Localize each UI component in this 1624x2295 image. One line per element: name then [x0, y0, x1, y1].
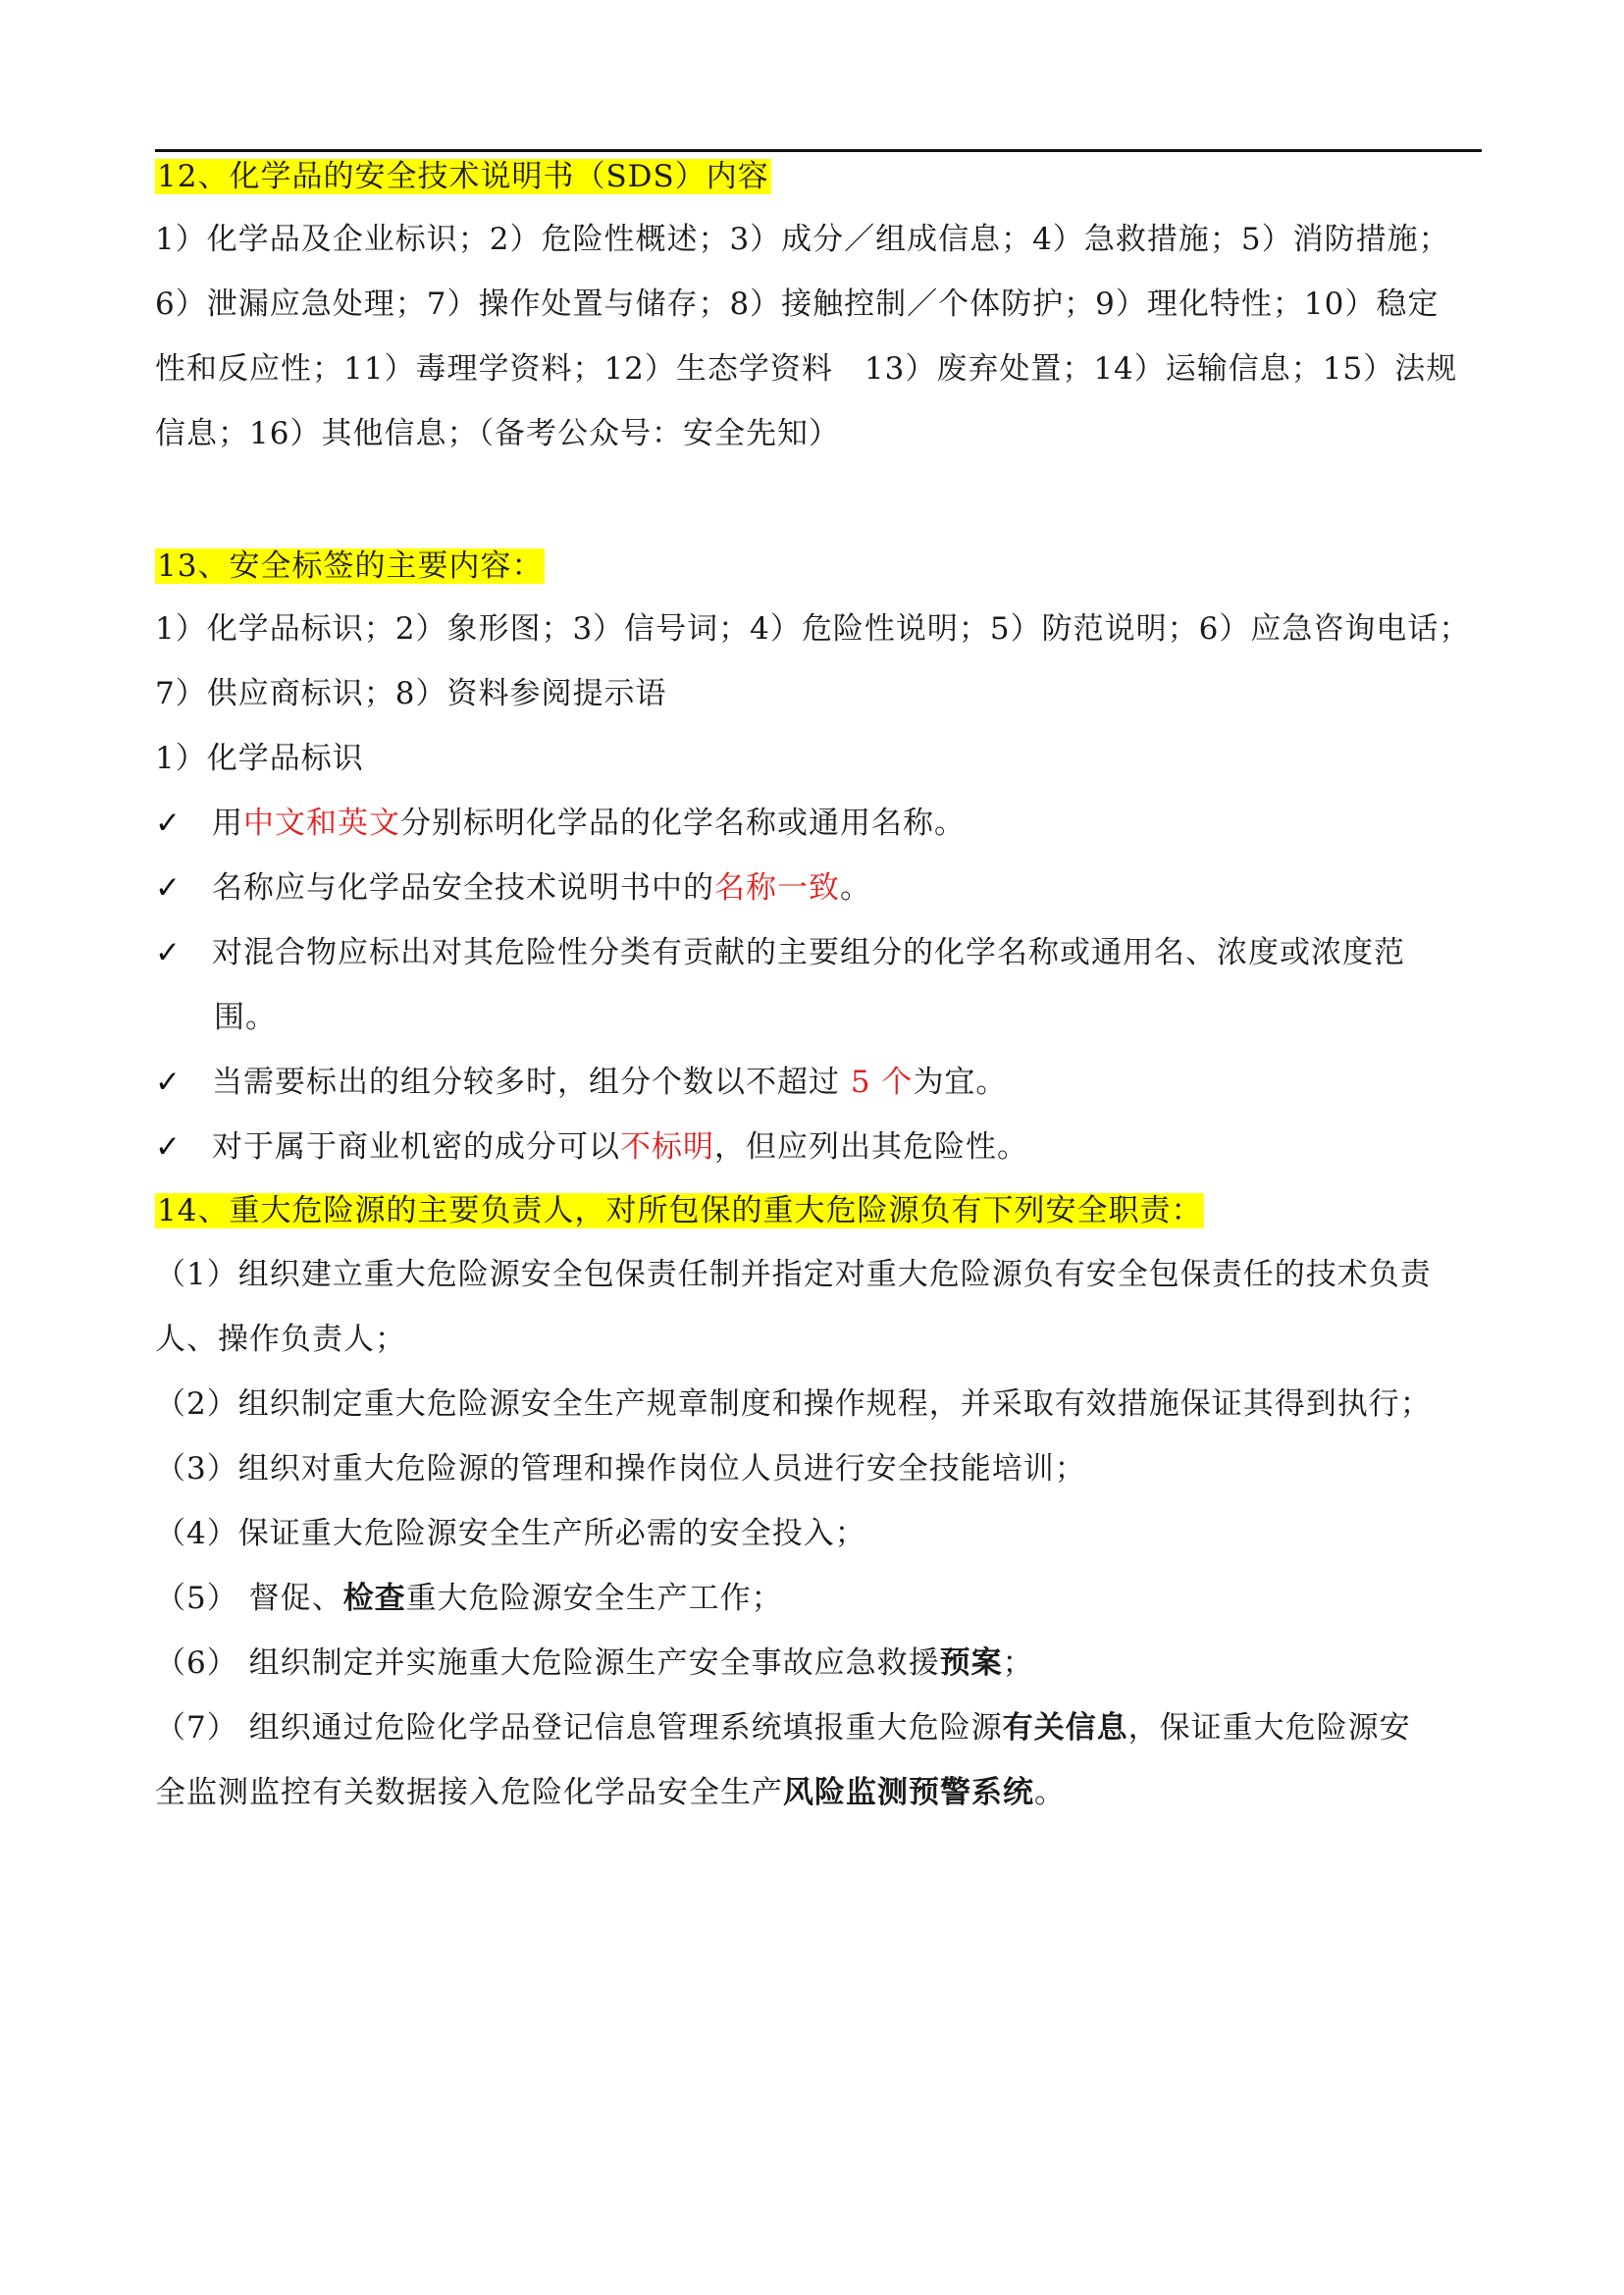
s14-item-4: （4）保证重大危险源安全生产所必需的安全投入；: [155, 1516, 866, 1551]
s14-item-6: （6） 组织制定并实施重大危险源生产安全事故应急救援预案；: [155, 1645, 1034, 1681]
check-icon: ✓: [155, 806, 182, 841]
s14-item-7-cont: 全监测监控有关数据接入危险化学品安全生产风险监测预警系统。: [155, 1775, 1066, 1810]
list-item-continuation: 围。: [214, 1000, 277, 1035]
s14-item-1: （1）组织建立重大危险源安全包保责任制并指定对重大危险源负有安全包保责任的技术负责: [155, 1257, 1432, 1292]
check-icon: ✓: [155, 1065, 182, 1100]
list-item: ✓ 名称应与化学品安全技术说明书中的名称一致。: [155, 866, 871, 910]
list-item: ✓ 用中文和英文分别标明化学品的化学名称或通用名称。: [155, 802, 966, 845]
section-12-heading: 12、化学品的安全技术说明书（SDS）内容: [157, 159, 769, 194]
s12-line-1: 1）化学品及企业标识；2）危险性概述；3）成分／组成信息；4）急救措施；5）消防措施；: [155, 222, 1450, 257]
s14-item-7: （7） 组织通过危险化学品登记信息管理系统填报重大危险源有关信息，保证重大危险源安: [155, 1710, 1411, 1746]
list-item: ✓ 对于属于商业机密的成分可以不标明，但应列出其危险性。: [155, 1125, 1028, 1169]
s14-item-2: （2）组织制定重大危险源安全生产规章制度和操作规程，并采取有效措施保证其得到执行；: [155, 1386, 1432, 1422]
s13-line-1: 1）化学品标识；2）象形图；3）信号词；4）危险性说明；5）防范说明；6）应急咨询电话；: [155, 611, 1471, 647]
check-icon: ✓: [155, 935, 182, 970]
s14-item-3: （3）组织对重大危险源的管理和操作岗位人员进行安全技能培训；: [155, 1451, 1086, 1487]
list-item: ✓ 当需要标出的组分较多时，组分个数以不超过 5 个为宜。: [155, 1061, 1007, 1104]
list-item: ✓ 对混合物应标出对其危险性分类有贡献的主要组分的化学名称或通用名、浓度或浓度范: [155, 931, 1405, 974]
s14-item-5: （5） 督促、检查重大危险源安全生产工作；: [155, 1581, 783, 1616]
s13-subheading: 1）化学品标识: [155, 741, 364, 776]
section-14-heading: 14、重大危险源的主要负责人，对所包保的重大危险源负有下列安全职责：: [157, 1193, 1203, 1228]
s13-line-2: 7）供应商标识；8）资料参阅提示语: [155, 676, 667, 711]
section-13-heading: 13、安全标签的主要内容：: [157, 548, 544, 584]
top-rule: [155, 149, 1482, 152]
check-icon: ✓: [155, 870, 182, 906]
s12-line-3: 性和反应性；11）毒理学资料；12）生态学资料 13）废弃处置；14）运输信息；15）法规: [155, 351, 1458, 387]
s12-line-4: 信息；16）其他信息；（备考公众号：安全先知）: [155, 416, 840, 451]
s12-line-2: 6）泄漏应急处理；7）操作处置与储存；8）接触控制／个体防护；9）理化特性；10）稳定: [155, 287, 1440, 322]
s14-item-1-cont: 人、操作负责人；: [155, 1322, 406, 1357]
check-icon: ✓: [155, 1129, 182, 1165]
